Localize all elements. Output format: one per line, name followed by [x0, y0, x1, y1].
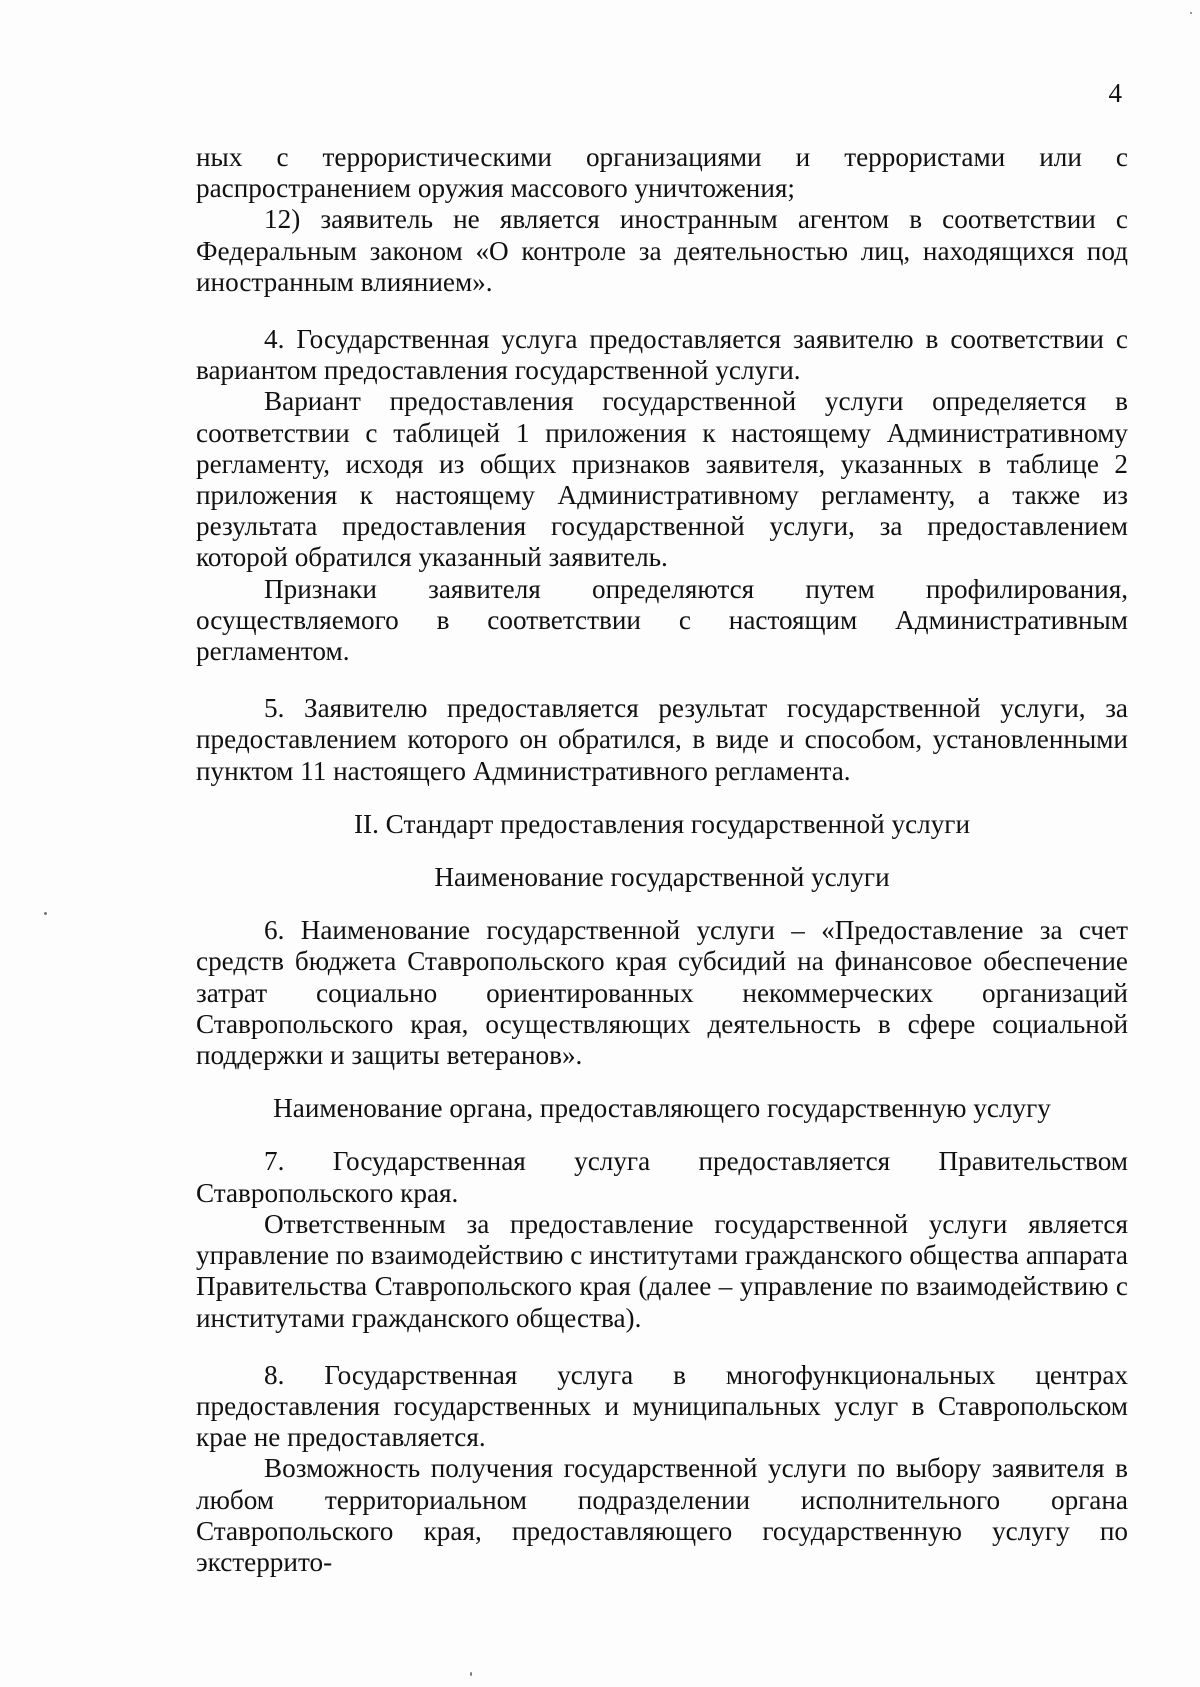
- scan-speck: [44, 912, 47, 915]
- scan-speck: [1190, 12, 1192, 14]
- paragraph-item-7: 7. Государственная услуга предоставляется Правительством Ставропольского края.: [196, 1146, 1128, 1208]
- paragraph-item-12: 12) заявитель не является иностранным агентом в соответствии с Федеральным законом «О контроле за деятельностью лиц, находящихся под иностранным влиянием».: [196, 204, 1128, 297]
- paragraph-item-6: 6. Наименование государственной услуги – «Предоставление за счет средств бюджета Ставропольского края субсидий на финансовое обеспечение затрат социально ориентированных некоммерческих организаций Ставропольского края, осуществляющих деятельность в сфере социальной поддержки и защиты ветеранов».: [196, 915, 1128, 1071]
- paragraph-possibility: Возможность получения государственной услуги по выбору заявителя в любом территориальном подразделении исполнительного органа Ставропольского края, предоставляющего государственную услугу по экстеррито-: [196, 1453, 1128, 1577]
- page-number: 4: [1108, 78, 1122, 108]
- paragraph-continuation: ных с террористическими организациями и террористами или с распространением оружия массового уничтожения;: [196, 142, 1128, 204]
- scan-speck: [470, 1672, 472, 1676]
- paragraph-item-8: 8. Государственная услуга в многофункциональных центрах предоставления государственных и муниципальных услуг в Ставропольском крае не предоставляется.: [196, 1359, 1128, 1453]
- paragraph-responsible: Ответственным за предоставление государственной услуги является управление по взаимодействию с институтами гражданского общества аппарата Правительства Ставропольского края (далее – управление по взаимодействию с институтами гражданского общества).: [196, 1208, 1128, 1333]
- document-body: [196, 142, 1128, 1578]
- paragraph-variant: Вариант предоставления государственной услуги определяется в соответствии с таблицей 1 приложения к настоящему Административному регламенту, исходя из общих признаков заявителя, указанных в таблице 2 приложения к настоящему Административному регламенту, а также из результата предоставления государственной услуги, за предоставлением которой обратился указанный заявитель.: [196, 386, 1128, 573]
- paragraph-signs: Признаки заявителя определяются путем профилирования, осуществляемого в соответствии с настоящим Административным регламентом.: [196, 573, 1128, 667]
- paragraph-item-5: 5. Заявителю предоставляется результат государственной услуги, за предоставлением которого он обратился, в виде и способом, установленными пунктом 11 настоящего Административного регламента.: [196, 693, 1128, 786]
- subsection-heading-authority: Наименование органа, предоставляющего государственную услугу: [273, 1093, 1051, 1124]
- section-heading: II. Стандарт предоставления государственной услуги: [353, 808, 971, 839]
- paragraph-item-4: 4. Государственная услуга предоставляется заявителю в соответствии с вариантом предоставления государственной услуги.: [196, 324, 1128, 386]
- subsection-heading-service-name: Наименование государственной услуги: [434, 862, 890, 893]
